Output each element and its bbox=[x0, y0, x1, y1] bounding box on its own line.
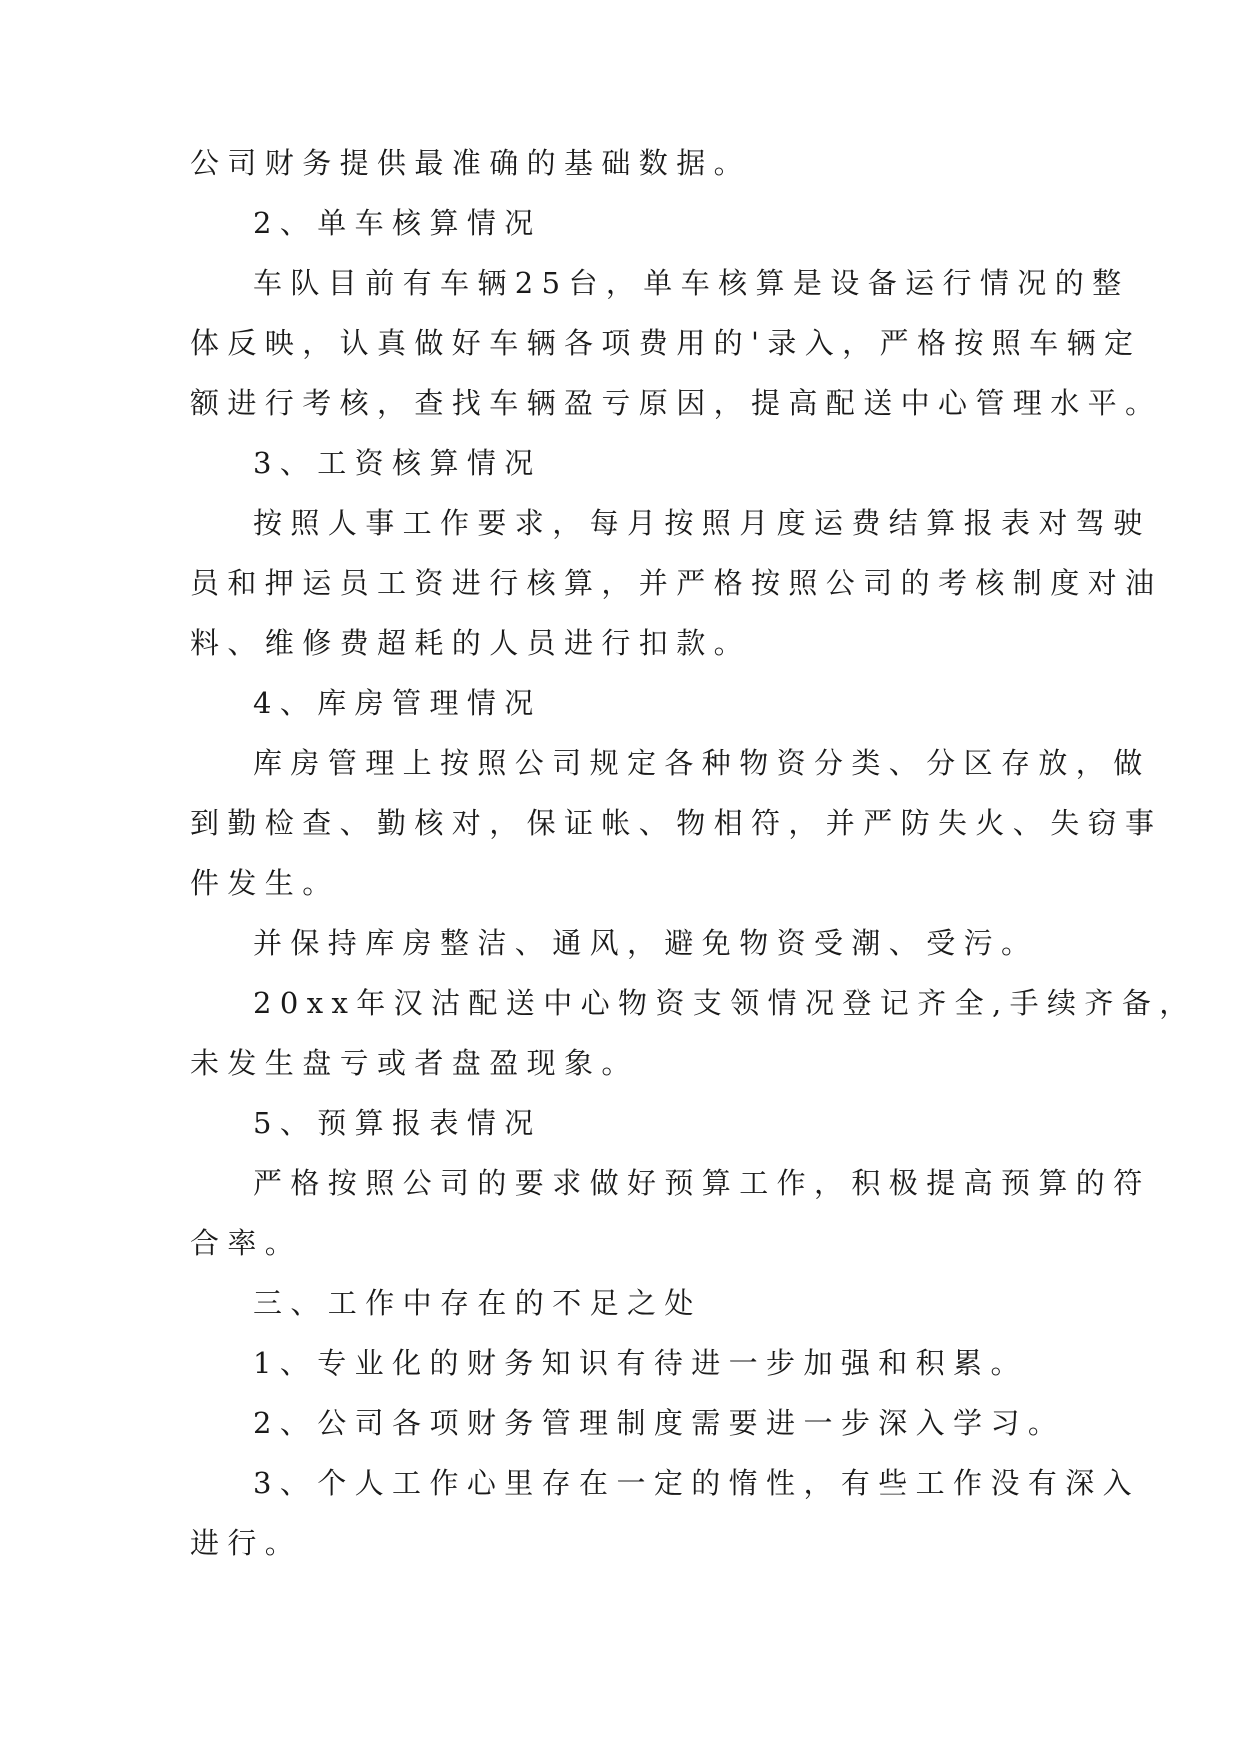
text-line: 体反映，认真做好车辆各项费用的'录入，严格按照车辆定 bbox=[190, 326, 1142, 360]
text-line: 到勤检查、勤核对，保证帐、物相符，并严防失火、失窃事 bbox=[190, 806, 1163, 840]
section-heading: 三、工作中存在的不足之处 bbox=[253, 1286, 702, 1320]
text-line: 进行。 bbox=[190, 1526, 303, 1560]
text-line: 公司财务提供最准确的基础数据。 bbox=[190, 146, 752, 180]
text-line: 车队目前有车辆25台，单车核算是设备运行情况的整 bbox=[253, 266, 1130, 300]
text-line: 件发生。 bbox=[190, 866, 340, 900]
text-line: 3、个人工作心里存在一定的惰性，有些工作没有深入 bbox=[253, 1466, 1141, 1500]
text-line: 20xx年汉沽配送中心物资支领情况登记齐全,手续齐备， bbox=[253, 986, 1197, 1020]
section-heading: 4、库房管理情况 bbox=[253, 686, 542, 720]
text-line: 并保持库房整洁、通风，避免物资受潮、受污。 bbox=[253, 926, 1039, 960]
text-line: 库房管理上按照公司规定各种物资分类、分区存放，做 bbox=[253, 746, 1151, 780]
text-line: 1、专业化的财务知识有待进一步加强和积累。 bbox=[253, 1346, 1028, 1380]
text-line: 合率。 bbox=[190, 1226, 303, 1260]
text-line: 按照人事工作要求，每月按照月度运费结算报表对驾驶 bbox=[253, 506, 1151, 540]
text-line: 额进行考核，查找车辆盈亏原因，提高配送中心管理水平。 bbox=[190, 386, 1163, 420]
text-line: 未发生盘亏或者盘盈现象。 bbox=[190, 1046, 639, 1080]
section-heading: 2、单车核算情况 bbox=[253, 206, 542, 240]
text-line: 严格按照公司的要求做好预算工作，积极提高预算的符 bbox=[253, 1166, 1151, 1200]
section-heading: 5、预算报表情况 bbox=[253, 1106, 542, 1140]
text-line: 2、公司各项财务管理制度需要进一步深入学习。 bbox=[253, 1406, 1066, 1440]
section-heading: 3、工资核算情况 bbox=[253, 446, 542, 480]
text-line: 料、维修费超耗的人员进行扣款。 bbox=[190, 626, 752, 660]
text-line: 员和押运员工资进行核算，并严格按照公司的考核制度对油 bbox=[190, 566, 1163, 600]
